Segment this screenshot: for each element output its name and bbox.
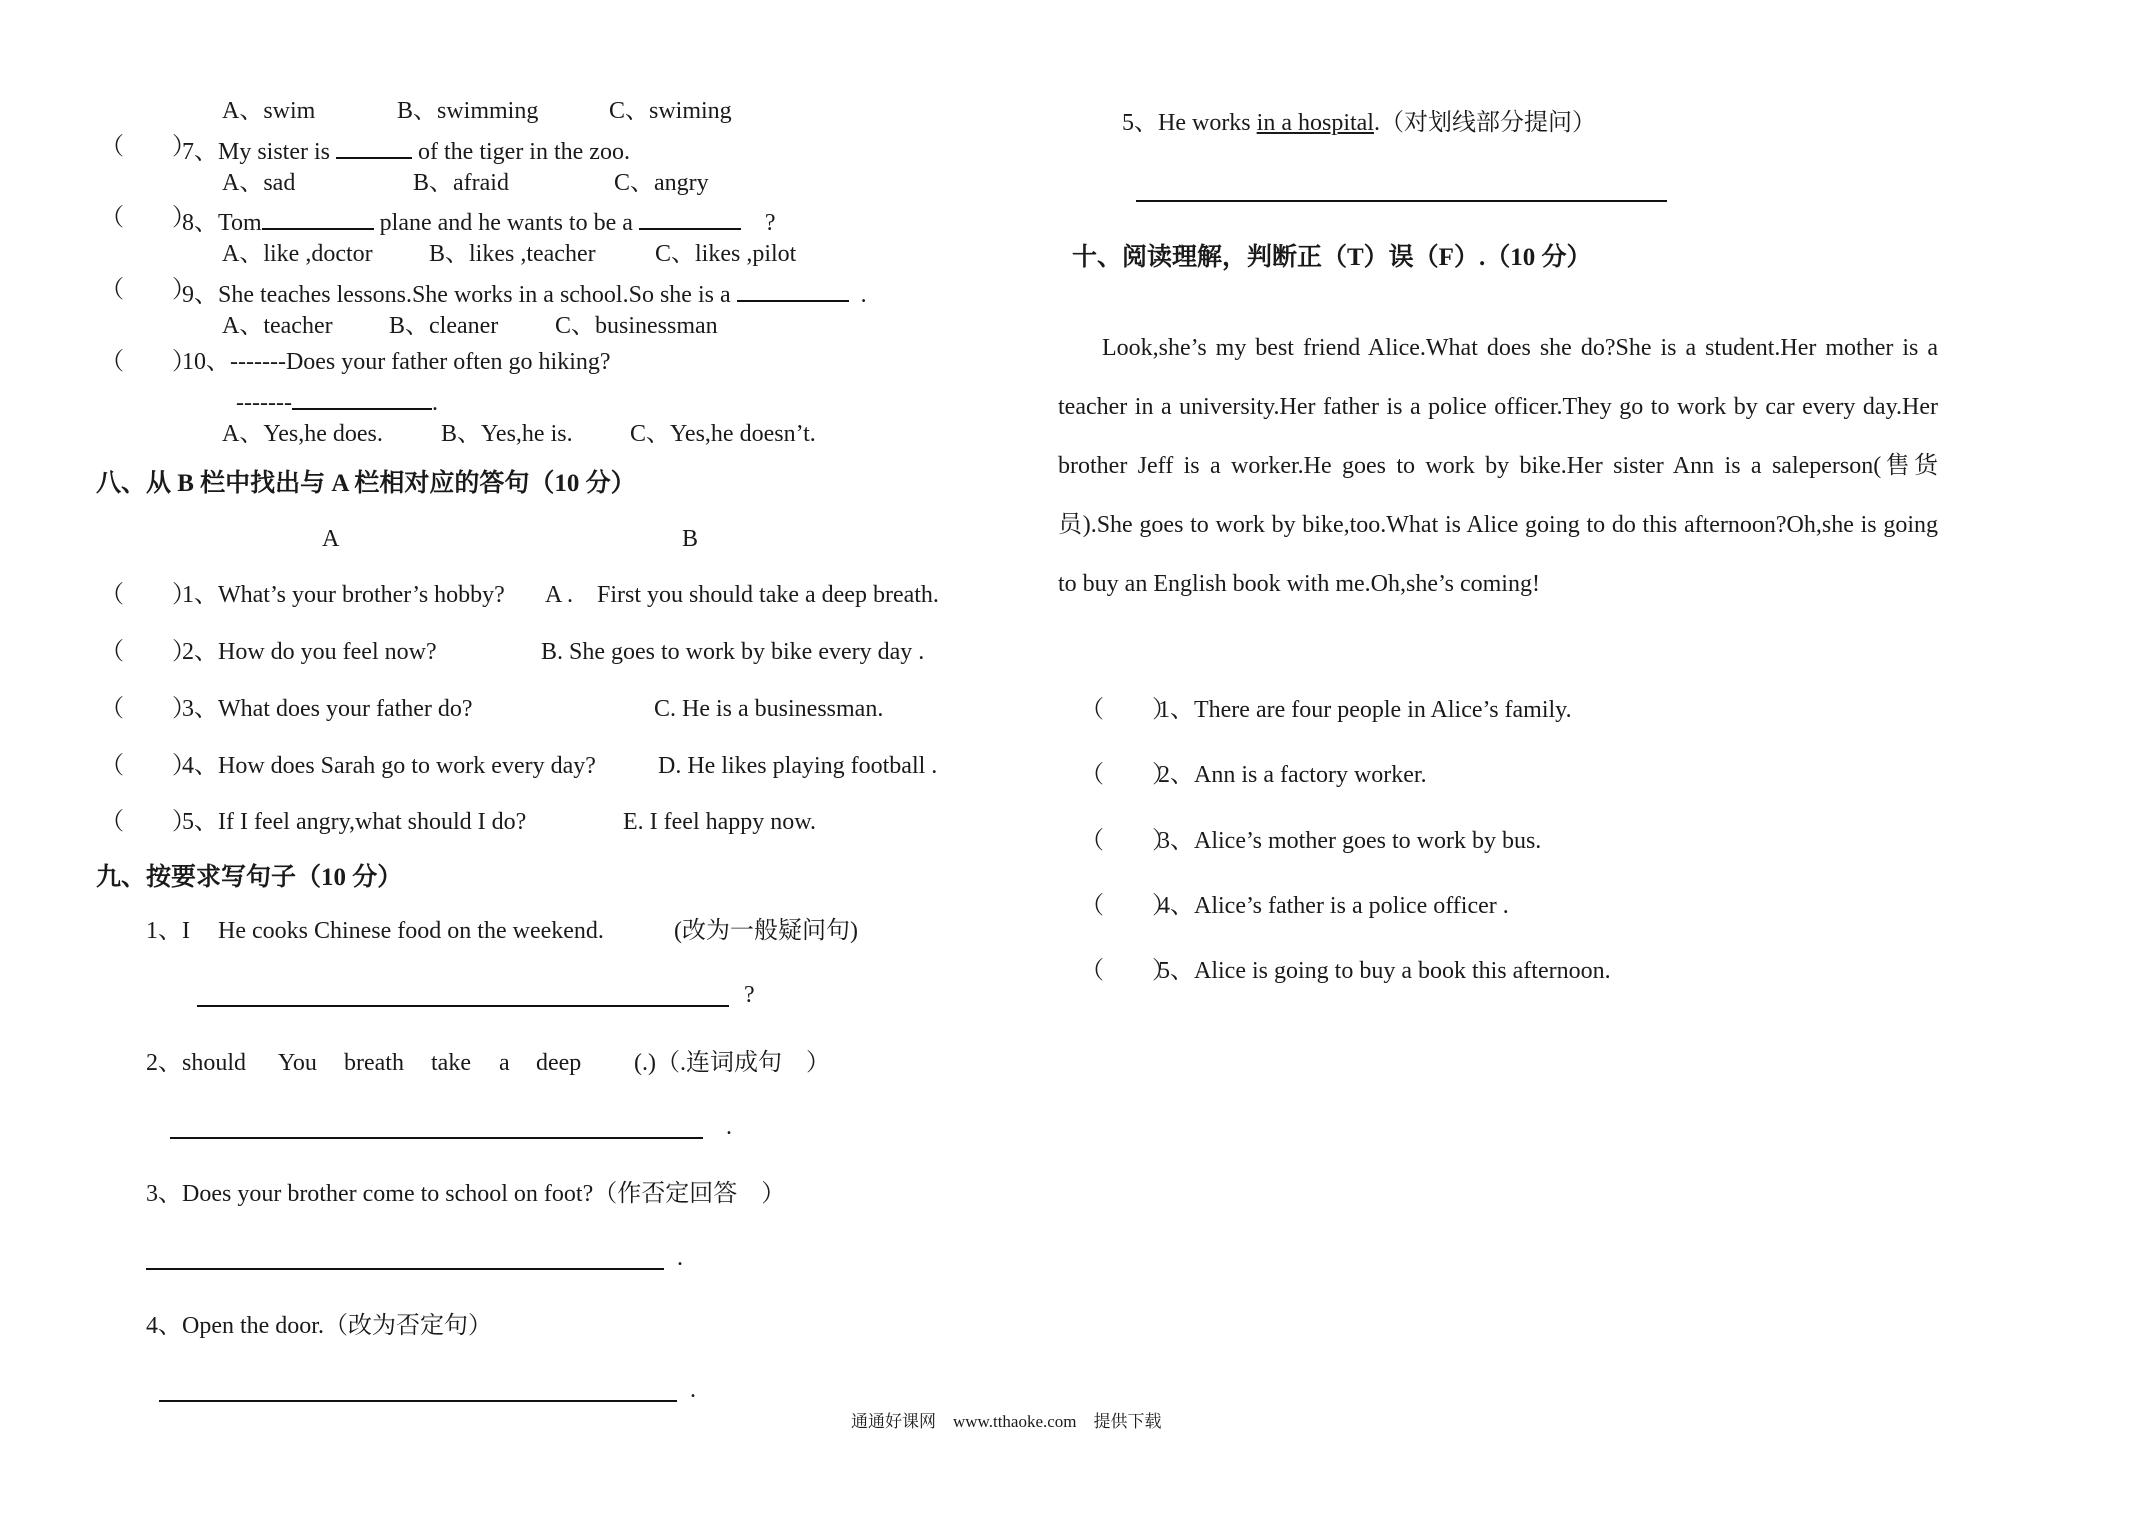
q7-answer-paren[interactable]: （ ） [100, 134, 196, 160]
rewrite-3-sentence: 3、Does your brother come to school on foot?（作否定回答 ） [146, 1181, 786, 1207]
rewrite-5-answer-line[interactable] [1136, 200, 1667, 202]
q9-blank[interactable] [737, 278, 849, 302]
q8-option-c: C、likes ,pilot [655, 241, 797, 267]
match-2-paren[interactable]: （ ） [100, 639, 196, 665]
q10-answer-paren[interactable]: （ ） [100, 349, 196, 375]
q8-blank-2[interactable] [639, 206, 741, 230]
section-8-title: 八、从 B 栏中找出与 A 栏相对应的答句（10 分） [96, 470, 636, 497]
q7-blank[interactable] [336, 135, 412, 159]
rewrite-5-hint: .（对划线部分提问） [1373, 110, 1596, 136]
match-3-question: 3、What does your father do? [182, 696, 473, 722]
rewrite-4-end-mark: . [690, 1377, 696, 1403]
judge-2-paren[interactable]: （ ） [1080, 762, 1176, 788]
rewrite-4-sentence: 4、Open the door.（改为否定句） [146, 1313, 492, 1339]
q10-reply [236, 386, 438, 415]
q9-prefix: 9、She teaches lessons.She works in a school.So she is a [182, 282, 731, 308]
q8-stem [182, 206, 776, 235]
rewrite-5-underlined-part: in a hospital [1256, 110, 1374, 136]
match-5-question: 5、If I feel angry,what should I do? [182, 809, 527, 835]
rewrite-2-word-2: breath [344, 1050, 404, 1076]
q7-option-a: A、sad [222, 170, 296, 196]
q7-suffix: of the tiger in the zoo. [418, 139, 630, 165]
q6-option-a: A、swim [222, 98, 316, 124]
rewrite-1-answer-line[interactable] [197, 1005, 729, 1007]
q10-suffix: . [431, 390, 438, 416]
match-5-paren[interactable]: （ ） [100, 809, 196, 835]
rewrite-5-sentence [1122, 111, 1596, 135]
q10-blank[interactable] [292, 386, 432, 410]
judge-1-statement: 1、There are four people in Alice’s family. [1158, 697, 1572, 723]
section-10-title: 十、阅读理解，判断正（T）误（F）.（10 分） [1072, 244, 1592, 271]
footer-source: 通通好课网 www.tthaoke.com 提供下载 [851, 1412, 1162, 1431]
match-3-paren[interactable]: （ ） [100, 696, 196, 722]
q8-middle: plane and he wants to be a [379, 210, 633, 236]
q8-prefix: 8、Tom [182, 210, 262, 236]
rewrite-1-number: 1、I [146, 918, 190, 944]
match-option-b: B. She goes to work by bike every day . [541, 639, 925, 665]
rewrite-1-sentence: He cooks Chinese food on the weekend. [218, 918, 604, 944]
match-4-paren[interactable]: （ ） [100, 753, 196, 779]
rewrite-5-prefix: 5、He works [1122, 110, 1251, 136]
q9-option-a: A、teacher [222, 313, 333, 339]
q6-option-b: B、swimming [397, 98, 539, 124]
section-9-title: 九、按要求写句子（10 分） [96, 864, 403, 891]
rewrite-2-word-4: a [499, 1050, 510, 1076]
q9-stem [182, 278, 867, 307]
section-8-col-b-header: B [682, 526, 699, 552]
judge-4-statement: 4、Alice’s father is a police officer . [1158, 893, 1509, 919]
q7-prefix: 7、My sister is [182, 139, 331, 165]
rewrite-1-hint: (改为一般疑问句) [674, 918, 858, 944]
match-4-question: 4、How does Sarah go to work every day? [182, 753, 596, 779]
rewrite-4-answer-line[interactable] [159, 1400, 677, 1402]
judge-2-statement: 2、Ann is a factory worker. [1158, 762, 1427, 788]
rewrite-2-answer-line[interactable] [170, 1137, 703, 1139]
rewrite-2-word-5: deep [536, 1050, 582, 1076]
match-1-question: 1、What’s your brother’s hobby? [182, 582, 505, 608]
section-8-col-a-header: A [322, 526, 340, 552]
q6-option-c: C、swiming [609, 98, 732, 124]
q9-suffix: . [860, 282, 867, 308]
q10-dash: ------- [236, 390, 292, 416]
match-option-d: D. He likes playing football . [658, 753, 938, 779]
judge-1-paren[interactable]: （ ） [1080, 697, 1176, 723]
rewrite-2-word-1: You [278, 1050, 317, 1076]
q9-option-c: C、businessman [555, 313, 718, 339]
q8-suffix: ? [764, 210, 776, 236]
rewrite-3-end-mark: . [677, 1245, 683, 1271]
rewrite-2-end-mark: . [726, 1114, 732, 1140]
judge-3-paren[interactable]: （ ） [1080, 828, 1176, 854]
match-option-e: E. I feel happy now. [623, 809, 817, 835]
q7-option-c: C、angry [614, 170, 709, 196]
match-option-c: C. He is a businessman. [654, 696, 884, 722]
q9-option-b: B、cleaner [389, 313, 499, 339]
q8-option-b: B、likes ,teacher [429, 241, 596, 267]
match-1-paren[interactable]: （ ） [100, 582, 196, 608]
judge-4-paren[interactable]: （ ） [1080, 893, 1176, 919]
rewrite-1-end-mark: ? [744, 982, 755, 1008]
reading-passage: Look,she’s my best friend Alice.What does she do?She is a student.Her mother is a teacher in a university.Her father is a police officer.They go to work by car every day.Her brother Jeff is a worker.He goes to work by bike.Her sister Ann is a saleperson(售货员).She goes to work by bike,too.What is Alice going to do this afternoon?Oh,she is going to buy an English book with me.Oh,she’s coming! [1058, 335, 1938, 597]
q8-blank-1[interactable] [262, 206, 374, 230]
q10-option-a: A、Yes,he does. [222, 421, 383, 447]
q10-stem: 10、-------Does your father often go hiking? [182, 349, 611, 375]
rewrite-2-hint: (.)（.连词成句 ） [634, 1050, 830, 1076]
judge-5-statement: 5、Alice is going to buy a book this afternoon. [1158, 958, 1611, 984]
q9-answer-paren[interactable]: （ ） [100, 277, 196, 303]
match-option-a: A . First you should take a deep breath. [545, 582, 939, 608]
q7-stem [182, 135, 630, 164]
judge-3-statement: 3、Alice’s mother goes to work by bus. [1158, 828, 1542, 854]
q10-option-b: B、Yes,he is. [441, 421, 573, 447]
rewrite-3-answer-line[interactable] [146, 1268, 664, 1270]
rewrite-2-word-3: take [431, 1050, 471, 1076]
q8-option-a: A、like ,doctor [222, 241, 373, 267]
q7-option-b: B、afraid [413, 170, 509, 196]
rewrite-2-number: 2、should [146, 1050, 247, 1076]
match-2-question: 2、How do you feel now? [182, 639, 437, 665]
judge-5-paren[interactable]: （ ） [1080, 958, 1176, 984]
q10-option-c: C、Yes,he doesn’t. [630, 421, 816, 447]
q8-answer-paren[interactable]: （ ） [100, 205, 196, 231]
